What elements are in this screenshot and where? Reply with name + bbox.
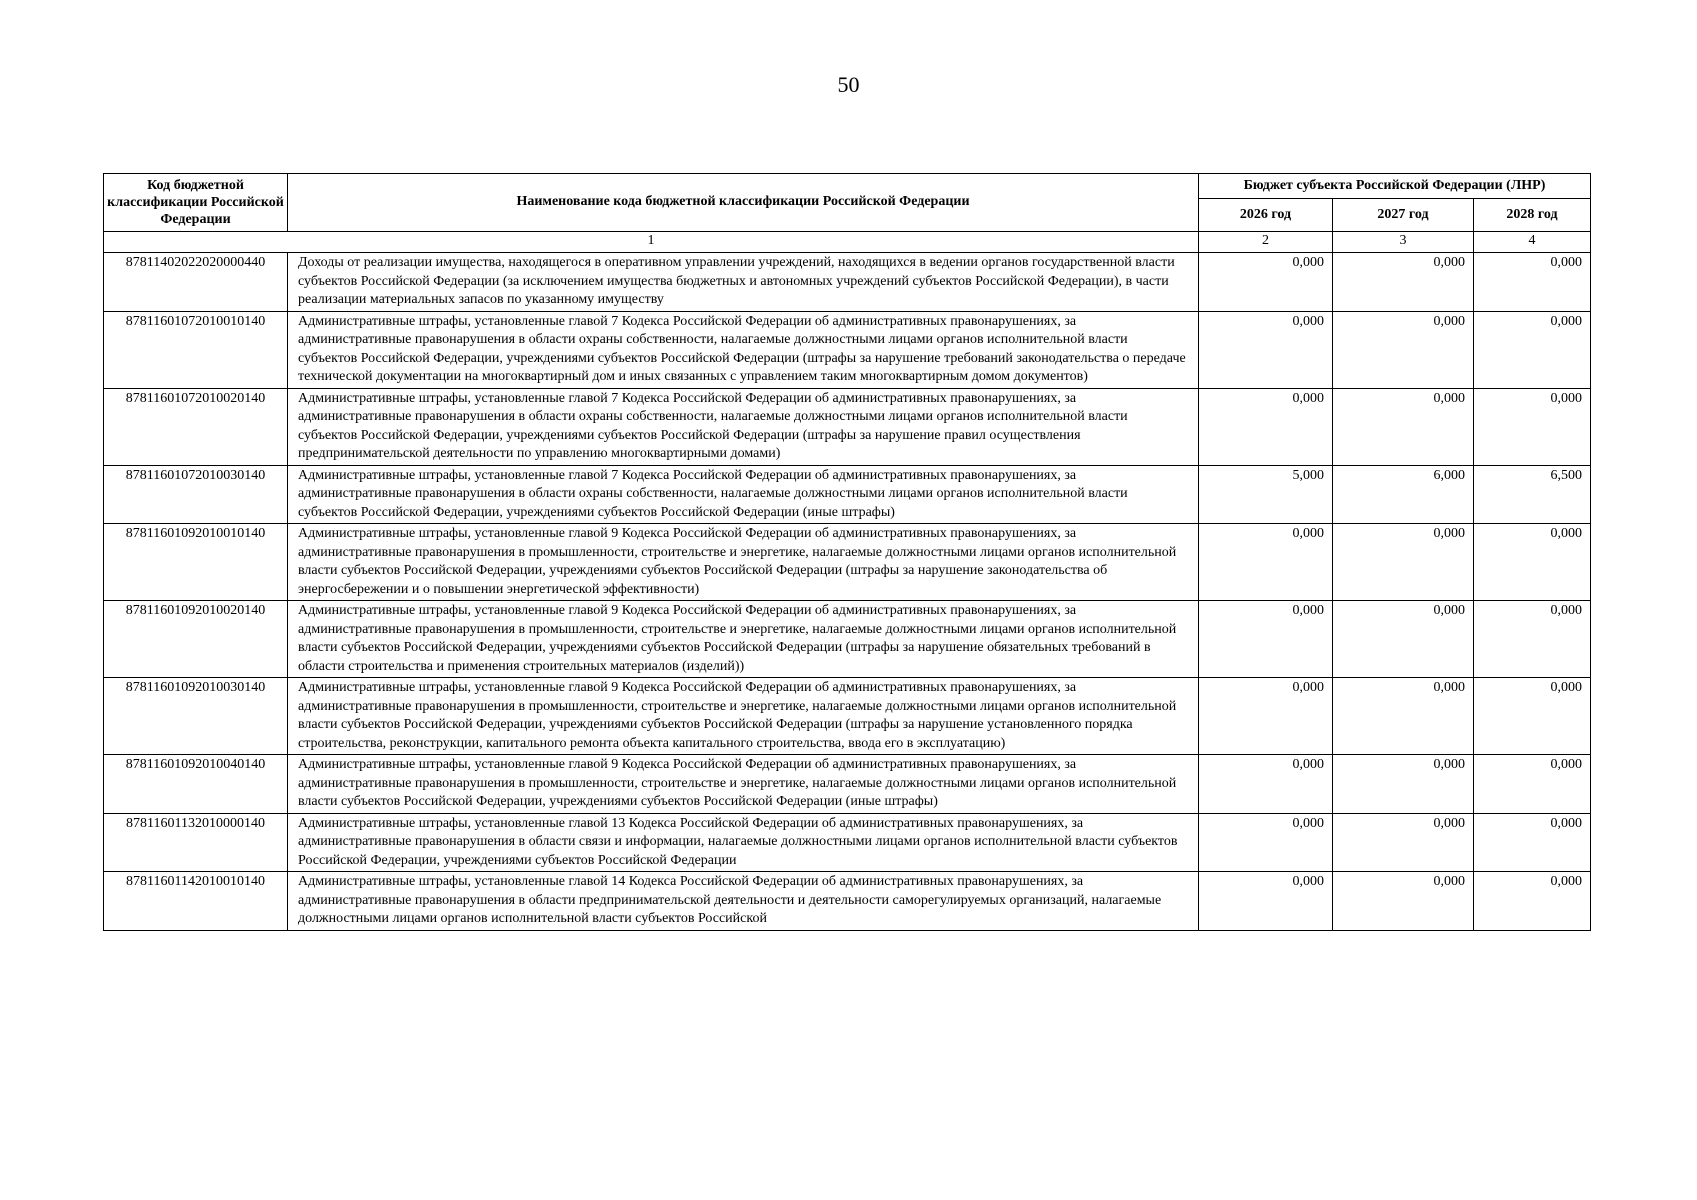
value-2028-cell: 0,000 xyxy=(1474,311,1591,388)
value-2027-cell: 0,000 xyxy=(1333,524,1474,601)
name-cell: Административные штрафы, установленные главой 9 Кодекса Российской Федерации об административных правонарушениях, за административные правонарушения в промышленности, строительстве и энергетике, налагаемые должностными лицами органов исполнительной власти субъектов Российской Федерации, учреждениями субъектов Российской Федерации (штрафы за нарушение установленного порядка строительства, реконструкции, капитального ремонта объекта капитального строительства, ввода его в эксплуатацию) xyxy=(288,678,1199,755)
code-cell: 87811601092010040140 xyxy=(104,755,288,814)
value-2028-cell: 0,000 xyxy=(1474,601,1591,678)
value-2026-cell: 0,000 xyxy=(1199,601,1333,678)
value-2027-cell: 0,000 xyxy=(1333,601,1474,678)
value-2026-cell: 5,000 xyxy=(1199,465,1333,524)
page-number: 50 xyxy=(837,72,860,97)
header-budget: Бюджет субъекта Российской Федерации (ЛНР) xyxy=(1199,174,1591,199)
code-cell: 87811601132010000140 xyxy=(104,813,288,872)
header-year-2028: 2028 год xyxy=(1474,199,1591,232)
table-row xyxy=(104,388,1591,465)
value-2027-cell: 0,000 xyxy=(1333,872,1474,931)
value-2028-cell: 0,000 xyxy=(1474,253,1591,312)
code-cell: 87811601142010010140 xyxy=(104,872,288,931)
table-row xyxy=(104,678,1591,755)
table-row xyxy=(104,311,1591,388)
column-index-2: 2 xyxy=(1199,232,1333,253)
value-2028-cell: 0,000 xyxy=(1474,755,1591,814)
name-cell: Административные штрафы, установленные главой 9 Кодекса Российской Федерации об административных правонарушениях, за административные правонарушения в промышленности, строительстве и энергетике, налагаемые должностными лицами органов исполнительной власти субъектов Российской Федерации, учреждениями субъектов Российской Федерации (иные штрафы) xyxy=(288,755,1199,814)
name-cell: Административные штрафы, установленные главой 9 Кодекса Российской Федерации об административных правонарушениях, за административные правонарушения в промышленности, строительстве и энергетике, налагаемые должностными лицами органов исполнительной власти субъектов Российской Федерации, учреждениями субъектов Российской Федерации (штрафы за нарушение обязательных требований в области строительства и применения строительных материалов (изделий)) xyxy=(288,601,1199,678)
value-2028-cell: 0,000 xyxy=(1474,388,1591,465)
value-2026-cell: 0,000 xyxy=(1199,872,1333,931)
code-cell: 87811601072010020140 xyxy=(104,388,288,465)
value-2027-cell: 0,000 xyxy=(1333,755,1474,814)
table-row xyxy=(104,524,1591,601)
code-cell: 87811402022020000440 xyxy=(104,253,288,312)
value-2028-cell: 0,000 xyxy=(1474,813,1591,872)
column-index-4: 4 xyxy=(1474,232,1591,253)
table-row xyxy=(104,601,1591,678)
table-header-row xyxy=(104,174,1591,199)
value-2027-cell: 0,000 xyxy=(1333,388,1474,465)
name-cell: Административные штрафы, установленные главой 13 Кодекса Российской Федерации об административных правонарушениях, за административные правонарушения в области связи и информации, налагаемые должностными лицами органов исполнительной власти субъектов Российской Федерации, учреждениями субъектов Российской Федерации xyxy=(288,813,1199,872)
table-row xyxy=(104,755,1591,814)
value-2026-cell: 0,000 xyxy=(1199,311,1333,388)
table-row xyxy=(104,872,1591,931)
name-cell: Административные штрафы, установленные главой 14 Кодекса Российской Федерации об административных правонарушениях, за административные правонарушения в области предпринимательской деятельности и деятельности саморегулируемых организаций, налагаемые должностными лицами органов исполнительной власти субъектов Российской xyxy=(288,872,1199,931)
name-cell: Административные штрафы, установленные главой 7 Кодекса Российской Федерации об административных правонарушениях, за административные правонарушения в области охраны собственности, налагаемые должностными лицами органов исполнительной власти субъектов Российской Федерации, учреждениями субъектов Российской Федерации (штрафы за нарушение правил осуществления предпринимательской деятельности по управлению многоквартирными домами) xyxy=(288,388,1199,465)
value-2026-cell: 0,000 xyxy=(1199,388,1333,465)
header-code: Код бюджетной классификации Российской Федерации xyxy=(104,174,288,232)
code-cell: 87811601092010030140 xyxy=(104,678,288,755)
code-cell: 87811601092010010140 xyxy=(104,524,288,601)
table-row xyxy=(104,813,1591,872)
column-index-3: 3 xyxy=(1333,232,1474,253)
code-cell: 87811601092010020140 xyxy=(104,601,288,678)
name-cell: Административные штрафы, установленные главой 7 Кодекса Российской Федерации об административных правонарушениях, за административные правонарушения в области охраны собственности, налагаемые должностными лицами органов исполнительной власти субъектов Российской Федерации, учреждениями субъектов Российской Федерации (штрафы за нарушение требований законодательства о передаче технической документации на многоквартирный дом и иных связанных с управлением таким многоквартирным домом документов) xyxy=(288,311,1199,388)
table-row xyxy=(104,465,1591,524)
value-2027-cell: 0,000 xyxy=(1333,813,1474,872)
value-2026-cell: 0,000 xyxy=(1199,813,1333,872)
code-cell: 87811601072010030140 xyxy=(104,465,288,524)
value-2026-cell: 0,000 xyxy=(1199,678,1333,755)
value-2028-cell: 0,000 xyxy=(1474,678,1591,755)
value-2027-cell: 0,000 xyxy=(1333,311,1474,388)
header-name: Наименование кода бюджетной классификации Российской Федерации xyxy=(288,174,1199,232)
value-2026-cell: 0,000 xyxy=(1199,755,1333,814)
name-cell: Доходы от реализации имущества, находящегося в оперативном управлении учреждений, находящихся в ведении органов государственной власти субъектов Российской Федерации (за исключением имущества бюджетных и автономных учреждений субъектов Российской Федерации), в части реализации материальных запасов по указанному имуществу xyxy=(288,253,1199,312)
header-year-2026: 2026 год xyxy=(1199,199,1333,232)
value-2028-cell: 0,000 xyxy=(1474,524,1591,601)
code-cell: 87811601072010010140 xyxy=(104,311,288,388)
table-body xyxy=(104,253,1591,931)
value-2027-cell: 6,000 xyxy=(1333,465,1474,524)
column-index-1: 1 xyxy=(104,232,1199,253)
column-index-row xyxy=(104,232,1591,253)
budget-classification-table xyxy=(103,173,1591,931)
table-row xyxy=(104,253,1591,312)
name-cell: Административные штрафы, установленные главой 9 Кодекса Российской Федерации об административных правонарушениях, за административные правонарушения в промышленности, строительстве и энергетике, налагаемые должностными лицами органов исполнительной власти субъектов Российской Федерации, учреждениями субъектов Российской Федерации (штрафы за нарушение законодательства об энергосбережении и о повышении энергетической эффективности) xyxy=(288,524,1199,601)
value-2028-cell: 0,000 xyxy=(1474,872,1591,931)
name-cell: Административные штрафы, установленные главой 7 Кодекса Российской Федерации об административных правонарушениях, за административные правонарушения в области охраны собственности, налагаемые должностными лицами органов исполнительной власти субъектов Российской Федерации, учреждениями субъектов Российской Федерации (иные штрафы) xyxy=(288,465,1199,524)
value-2026-cell: 0,000 xyxy=(1199,253,1333,312)
value-2027-cell: 0,000 xyxy=(1333,253,1474,312)
header-year-2027: 2027 год xyxy=(1333,199,1474,232)
value-2026-cell: 0,000 xyxy=(1199,524,1333,601)
value-2028-cell: 6,500 xyxy=(1474,465,1591,524)
value-2027-cell: 0,000 xyxy=(1333,678,1474,755)
